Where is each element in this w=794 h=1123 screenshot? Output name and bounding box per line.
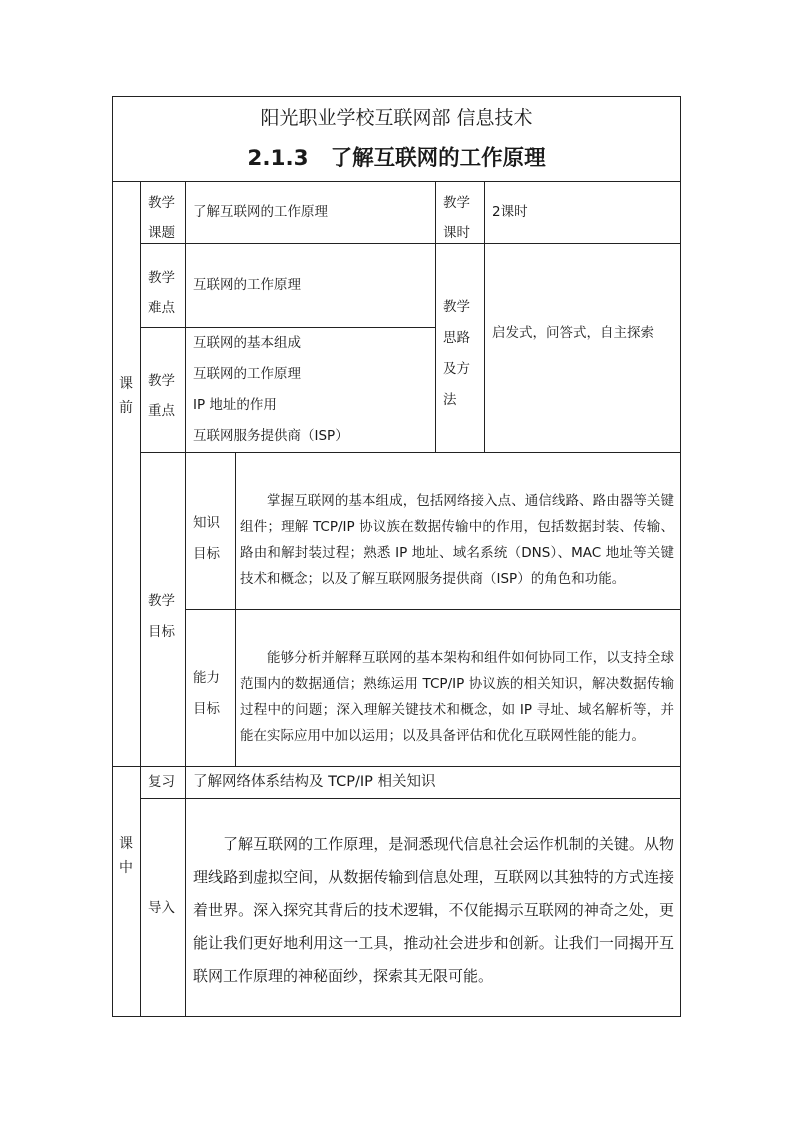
- topic-value: 了解互联网的工作原理: [193, 204, 328, 220]
- list-item: 互联网的工作原理: [193, 366, 301, 382]
- rule-under-topic: [140, 243, 681, 244]
- hours-label-left-rule: [435, 181, 436, 453]
- label-column-rule: [185, 181, 186, 1017]
- rule-under-header: [112, 181, 681, 182]
- list-item: 互联网服务提供商（ISP）: [193, 428, 349, 444]
- intro-text: 了解互联网的工作原理，是洞悉现代信息社会运作机制的关键。从物理线路到虚拟空间，从数据传输到信息处理，互联网以其独特的方式连接着世界。深入探究其背后的技术逻辑，不仅能揭示互联网的神奇之处，更能让我们更好地利用这一工具，推动社会进步和创新。让我们一同揭开互联网工作原理的神秘面纱，探索其无限可能。: [193, 835, 674, 985]
- lesson-title: 了解互联网的工作原理: [330, 146, 546, 171]
- method-value: 启发式，问答式，自主探索: [492, 325, 654, 341]
- key-points-list: [193, 335, 349, 459]
- hours-label: 教学 课时: [443, 195, 470, 241]
- ability-objective-text: 能够分析并解释互联网的基本架构和组件如何协同工作，以支持全球范围内的数据通信；熟练运用 TCP/IP 协议族的相关知识，解决数据传输过程中的问题；深入理解关键技术和概念，如 IP 寻址、域名解析等，并能在实际应用中加以运用；以及具备评估和优化互联网性能的能力。: [240, 650, 674, 744]
- table-border-bottom: [112, 1016, 681, 1017]
- difficulty-value: 互联网的工作原理: [193, 277, 301, 293]
- objectives-label: 教学 目标: [148, 593, 175, 640]
- knowledge-objective-text: 掌握互联网的基本组成，包括网络接入点、通信线路、路由器等关键组件；理解 TCP/IP 协议族在数据传输中的作用，包括数据封装、传输、路由和解封装过程；熟悉 IP 地址、域名系统（DNS）、MAC 地址等关键技术和概念；以及了解互联网服务提供商（ISP）的角色和功能。: [240, 493, 674, 587]
- difficulty-label: 教学 难点: [148, 270, 175, 316]
- rule-under-before-phase: [112, 766, 681, 767]
- hours-value: 2课时: [492, 204, 528, 220]
- intro-label: 导入: [148, 900, 175, 916]
- phase-before-label: 课 前: [119, 376, 133, 416]
- table-border-right: [680, 96, 681, 1017]
- section-number: 2.1.3: [247, 146, 309, 171]
- review-label: 复习: [148, 774, 175, 790]
- hours-value-left-rule: [484, 181, 485, 453]
- phase-during-label: 课 中: [119, 836, 133, 876]
- review-value: 了解网络体系结构及 TCP/IP 相关知识: [193, 774, 436, 790]
- topic-label: 教学 课题: [148, 195, 175, 241]
- knowledge-objective-label: 知识 目标: [193, 515, 220, 562]
- rule-under-review: [140, 798, 681, 799]
- lesson-heading: [113, 145, 680, 173]
- rule-between-objectives: [185, 609, 681, 610]
- school-title: 阳光职业学校互联网部 信息技术: [260, 107, 533, 129]
- phase-column-rule: [140, 181, 141, 1017]
- objective-sublabel-rule: [235, 452, 236, 767]
- ability-objective-label: 能力 目标: [193, 670, 220, 717]
- table-border-left: [112, 96, 113, 1017]
- method-label: 教学 思路 及方 法: [443, 299, 470, 408]
- table-border-top: [112, 96, 681, 97]
- list-item: IP 地址的作用: [193, 397, 277, 413]
- list-item: 互联网的基本组成: [193, 335, 301, 351]
- key-points-label: 教学 重点: [148, 373, 175, 419]
